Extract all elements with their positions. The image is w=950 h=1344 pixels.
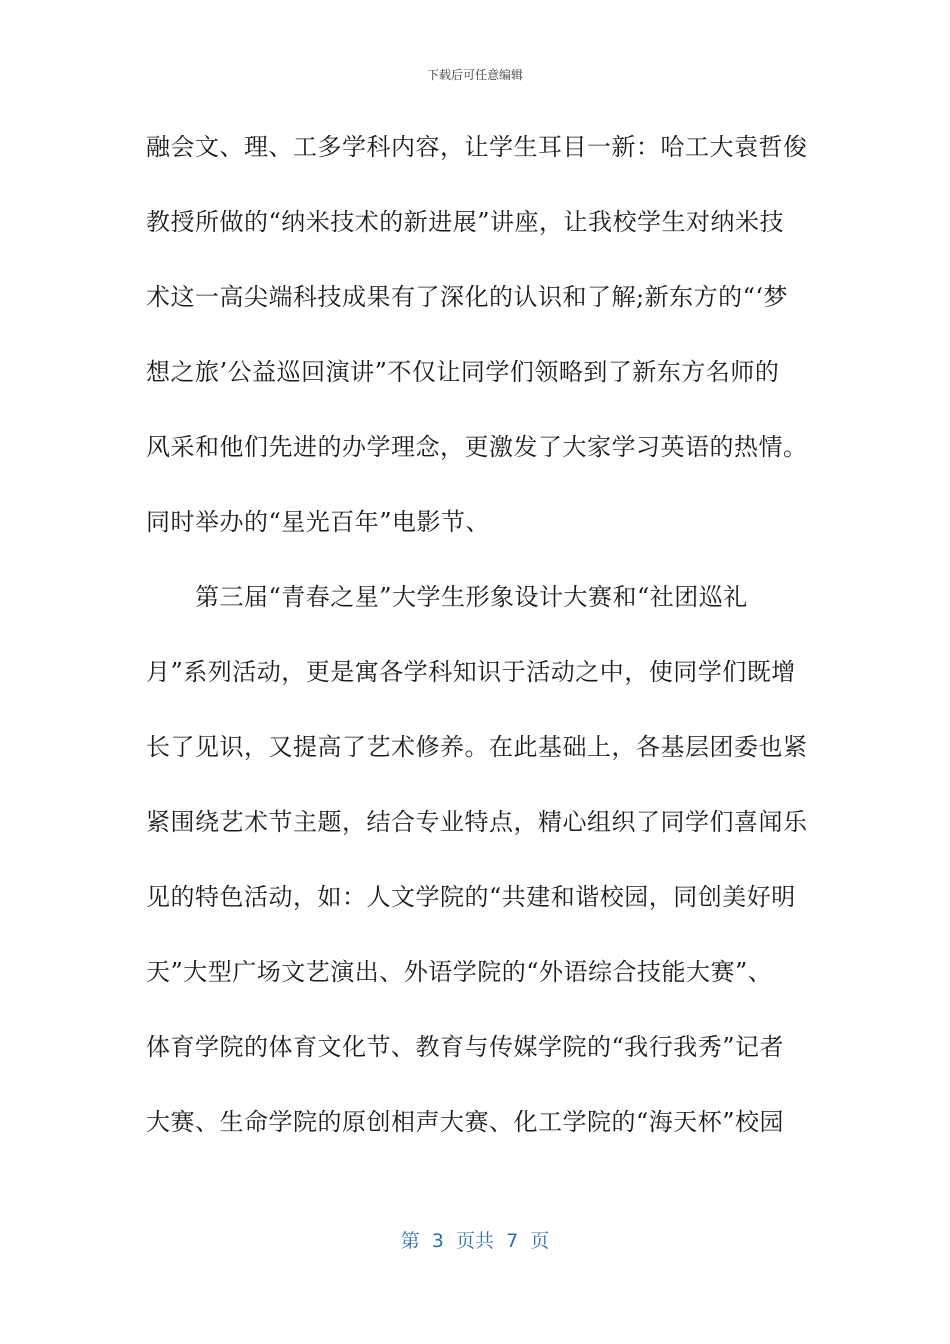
text-line: 想之旅’公益巡回演讲”不仅让同学们领略到了新东方名师的 bbox=[146, 358, 780, 386]
text-line: 教授所做的“纳米技术的新进展”讲座，让我校学生对纳米技 bbox=[146, 208, 785, 236]
total-pages-number: 7 bbox=[506, 1230, 519, 1252]
text-line: 体育学院的体育文化节、教育与传媒学院的“我行我秀”记者 bbox=[146, 1033, 785, 1061]
page-header bbox=[0, 66, 950, 83]
footer-prefix: 第 bbox=[400, 1230, 420, 1252]
current-page-number: 3 bbox=[431, 1230, 444, 1252]
text-line: 长了见识，又提高了艺术修养。在此基础上，各基层团委也紧 bbox=[146, 733, 808, 761]
footer-suffix: 页 bbox=[530, 1230, 550, 1252]
header-text: 下载后可任意编辑 bbox=[426, 68, 523, 82]
text-line: 融会文、理、工多学科内容，让学生耳目一新：哈工大袁哲俊 bbox=[146, 133, 808, 161]
text-line: 大赛、生命学院的原创相声大赛、化工学院的“海天杯”校园 bbox=[146, 1108, 785, 1136]
text-line: 月”系列活动，更是寓各学科知识于活动之中，使同学们既增 bbox=[146, 658, 796, 686]
text-line: 风采和他们先进的办学理念，更激发了大家学习英语的热情。 bbox=[146, 433, 808, 461]
text-line: 同时举办的“星光百年”电影节、 bbox=[146, 508, 491, 536]
text-line: 术这一高尖端科技成果有了深化的认识和了解;新东方的“‘梦 bbox=[146, 283, 788, 311]
text-line: 见的特色活动，如：人文学院的“共建和谐校园，同创美好明 bbox=[146, 883, 796, 911]
footer-middle: 页共 bbox=[455, 1230, 494, 1252]
text-line: 紧围绕艺术节主题，结合专业特点，精心组织了同学们喜闻乐 bbox=[146, 808, 808, 836]
page-footer bbox=[0, 1226, 950, 1253]
document-body bbox=[146, 128, 806, 1178]
text-line: 第三届“青春之星”大学生形象设计大赛和“社团巡礼 bbox=[146, 583, 748, 611]
text-line: 天”大型广场文艺演出、外语学院的“外语综合技能大赛”、 bbox=[146, 958, 773, 986]
